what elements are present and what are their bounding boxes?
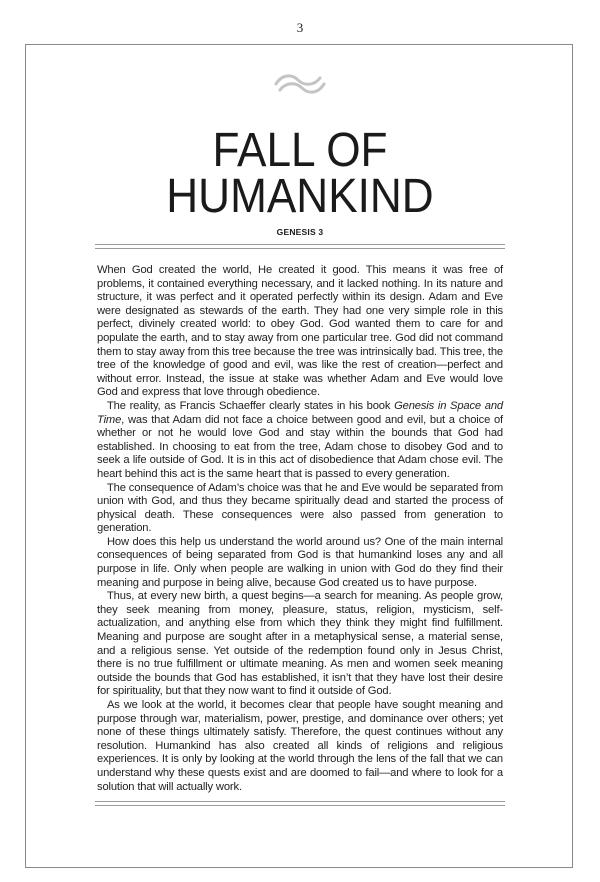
paragraph-1: When God created the world, He created it good. This means it was free of problems, it contained everything necessary, and it lacked nothing. In its nature and structure, it was perfect and it operated perfectly within its design. Adam and Eve were designated as stewards of the earth. They had one very simple role in this perfect, divinely created world: to obey God. God wanted them to care for and populate the earth, and to stay away from one particular tree. God did not command them to stay away from this tree because the tree was intrinsically bad. This tree, the tree of the knowledge of good and evil, was like the rest of creation—perfect and without error. Instead, the issue at stake was whether Adam and Eve would love God and express that love through obedience. — [97, 264, 503, 399]
paragraph-3: The consequence of Adam’s choice was that he and Eve would be separated from union with God, and thus they became spiritually dead and started the process of physical death. These consequences were also passed from generation to generation. — [97, 481, 503, 535]
swirl-ornament-icon — [270, 70, 330, 98]
chapter-title-line-1: FALL OF — [212, 124, 388, 177]
chapter-body — [97, 264, 503, 794]
top-double-rule — [95, 244, 505, 249]
paragraph-6: As we look at the world, it becomes clear that people have sought meaning and purpose through war, materialism, power, prestige, and dominance over others; yet none of these things ultimately satisfy. Therefore, the quest continues without any resolution. Humankind has also created all kinds of religions and religious experiences. It is only by looking at the world through the lens of the fall that we can understand why these quests exist and are doomed to fail—and where to look for a solution that will actually work. — [97, 699, 503, 793]
book-title-italic: Genesis in Space and Time — [97, 399, 503, 426]
paragraph-4: How does this help us understand the world around us? One of the main internal consequences of being separated from God is that humankind loses any and all purpose in life. Only when people are walking in union with God do they find their meaning and purpose in being alive, because God created us to have purpose. — [97, 535, 503, 589]
paragraph-5: Thus, at every new birth, a quest begins—a search for meaning. As people grow, they seek meaning from money, pleasure, status, religion, mysticism, self-actualization, and anything else from which they think they might find fulfillment. Meaning and purpose are sought after in a metaphysical sense, a material sense, and a religious sense. Yet outside of the redemption found only in Jesus Christ, there is no true fulfillment or ultimate meaning. As men and women seek meaning outside the bounds that God has established, it isn’t that they have lost their desire for spirituality, but that they now want to find it outside of God. — [97, 590, 503, 698]
paragraph-2 — [97, 400, 503, 482]
chapter-title-line-2: HUMANKIND — [166, 170, 434, 223]
page-number: 3 — [296, 20, 304, 35]
scripture-reference: GENESIS 3 — [276, 227, 324, 237]
paragraph-2-after-italic: , was that Adam did not face a choice between good and evil, but a choice of whether or not he would love God and stay within the bounds that God had established. In choosing to eat from the tree, Adam chose to disobey God and to seek a life outside of God. It is in this act of disobedience that Adam chose evil. The heart behind this act is the same heart that is passed to every generation. — [97, 413, 503, 480]
paragraph-2-before-italic: The reality, as Francis Schaeffer clearly states in his book — [107, 399, 395, 412]
chapter-title — [79, 124, 521, 223]
bottom-double-rule — [95, 801, 505, 806]
